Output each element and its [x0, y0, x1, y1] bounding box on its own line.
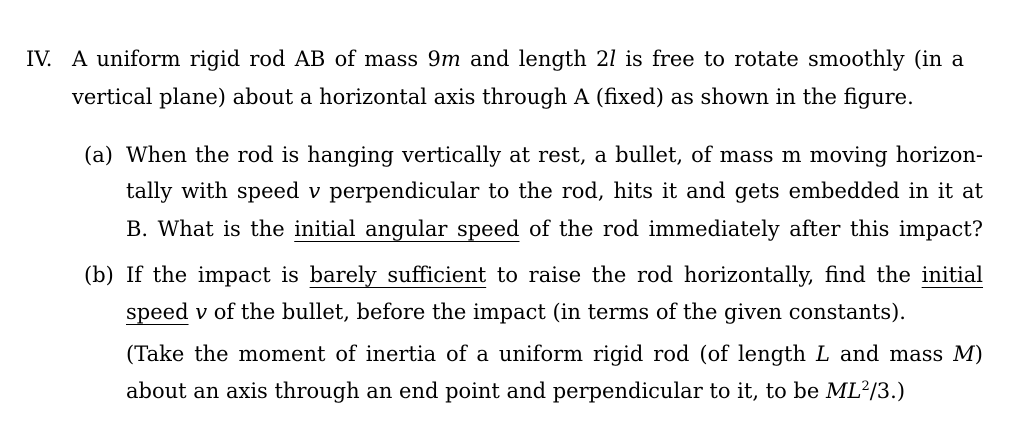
problem-label: IV.: [26, 47, 53, 71]
problem-intro-line-2: vertical plane) about a horizontal axis through A (fixed) as shown in the figure.: [72, 85, 914, 109]
part-b-line-1: If the impact is barely sufficient to raise the rod horizontally, find the initial: [126, 263, 984, 287]
underlined-barely-sufficient: barely sufficient: [309, 263, 487, 287]
part-b-label: (b): [84, 263, 114, 287]
part-b-line-2: speed v of the bullet, before the impact (in terms of the given constants).: [126, 300, 906, 324]
part-a-line-2: tally with speed v perpendicular to the rod, hits it and gets embedded in it at: [126, 179, 983, 203]
part-a-line-1: When the rod is hanging vertically at rest, a bullet, of mass m moving horizon-: [126, 143, 983, 167]
part-a-line-3: B. What is the initial angular speed of the rod immediately after this impact?: [126, 217, 984, 241]
problem-intro-line-1: A uniform rigid rod AB of mass 9m and length 2l is free to rotate smoothly (in a: [72, 47, 964, 71]
underlined-initial-angular-speed: initial angular speed: [294, 217, 520, 241]
part-b-note-line-2: about an axis through an end point and perpendicular to it, to be $ML^2/3$.): [126, 379, 906, 403]
underlined-initial: initial: [921, 263, 984, 287]
part-a-label: (a): [84, 143, 113, 167]
underlined-speed: speed: [126, 300, 189, 324]
part-b-note-line-1: (Take the moment of inertia of a uniform rigid rod (of length L and mass M): [126, 342, 983, 366]
